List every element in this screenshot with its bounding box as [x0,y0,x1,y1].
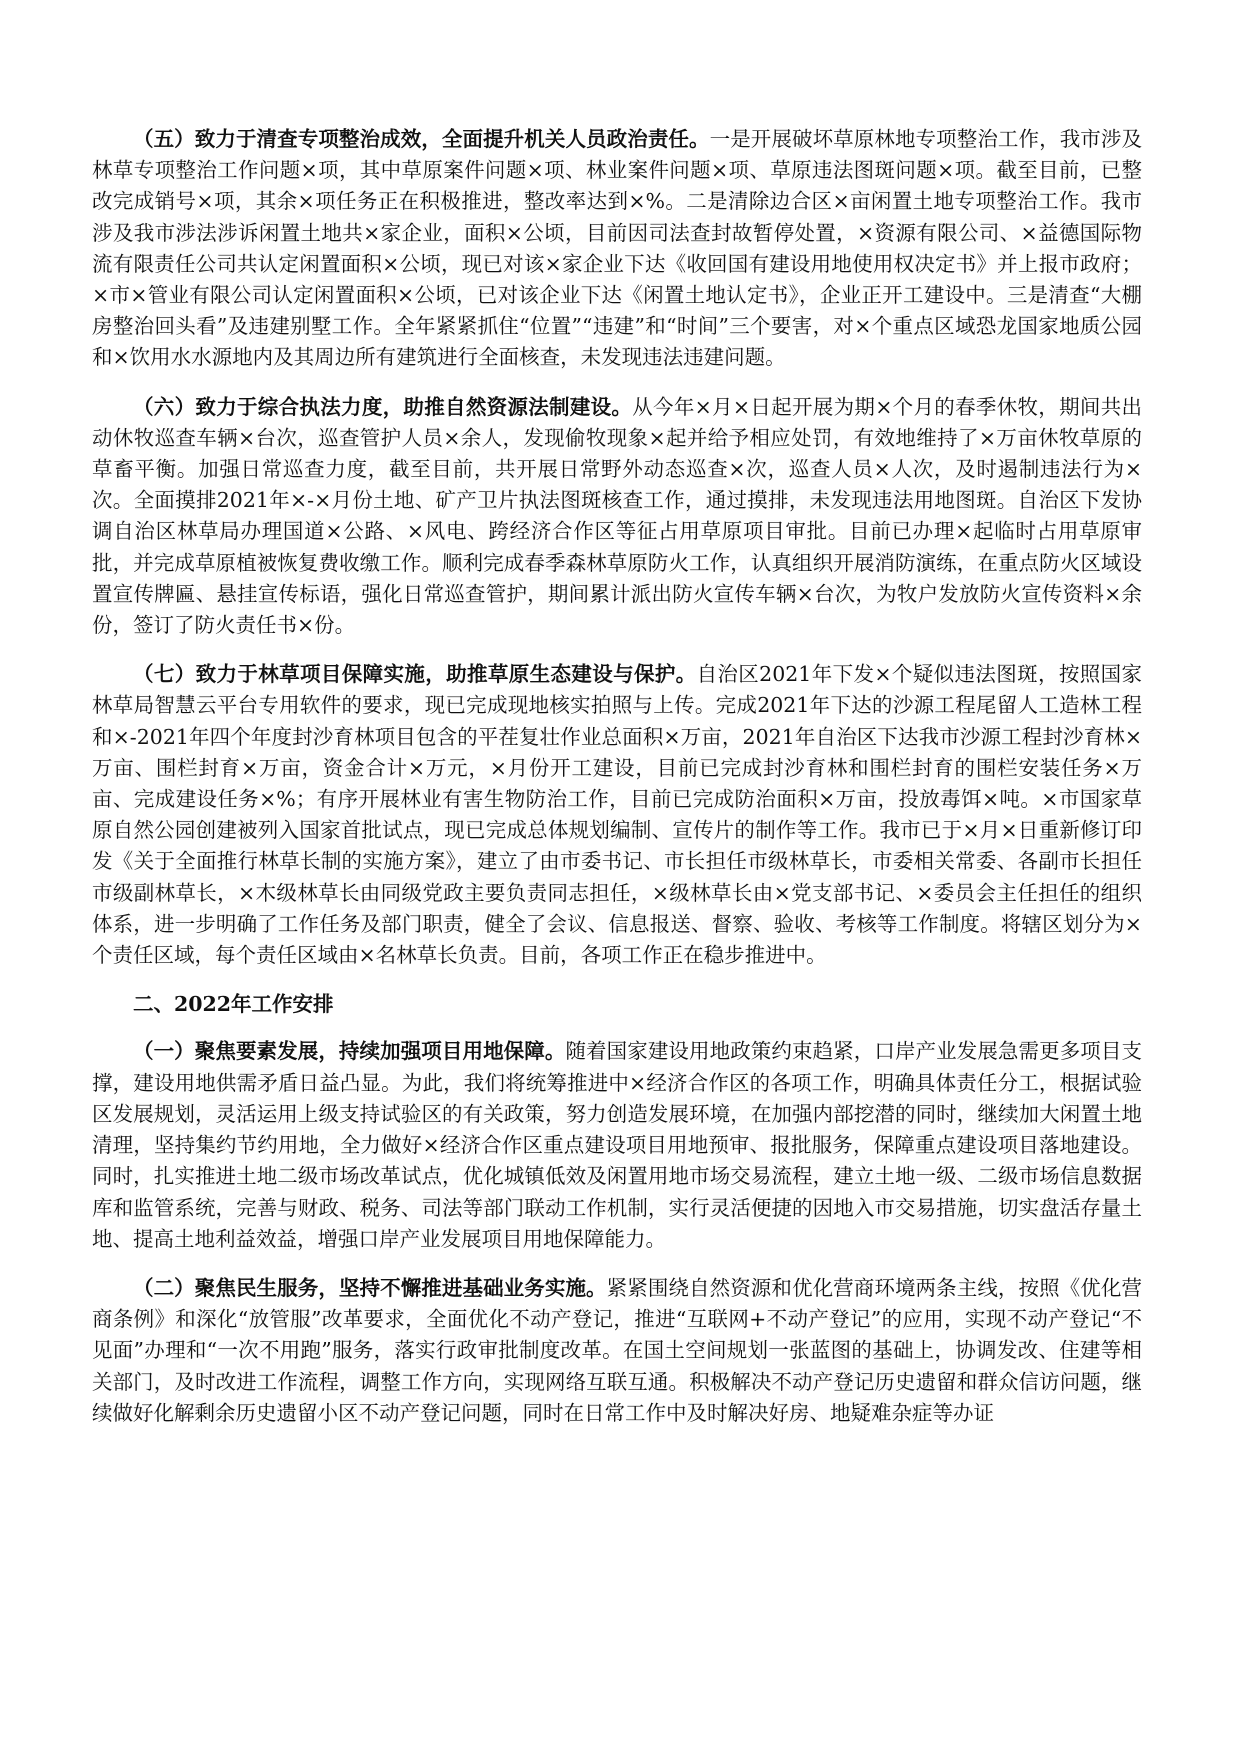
document-page [92,124,1142,1447]
paragraph-5 [92,124,1142,374]
paragraph-heading: （六）致力于综合执法力度，助推自然资源法制建设。 [133,394,633,419]
paragraph-plan-2 [92,1273,1142,1429]
paragraph-6 [92,392,1142,642]
paragraph-heading: （二）聚焦民生服务，坚持不懈推进基础业务实施。 [133,1275,607,1300]
paragraph-7 [92,659,1142,971]
paragraph-plan-1 [92,1036,1142,1254]
paragraph-body: 一是开展破坏草原林地专项整治工作，我市涉及林草专项整治工作问题×项，其中草原案件问题×项、林业案件问题×项、草原违法图斑问题×项。截至目前，已整改完成销号×项，其余×项任务正在积极推进，整改率达到×%。二是清除边合区×亩闲置土地专项整治工作。我市涉及我市涉法涉诉闲置土地共×家企业，面积×公顷，目前因司法查封故暂停处置，×资源有限公司、×益德国际物流有限责任公司共认定闲置面积×公顷，现已对该×家企业下达《收回国有建设用地使用权决定书》并上报市政府；×市×管业有限公司认定闲置面积×公顷，已对该企业下达《闲置土地认定书》，企业正开工建设中。三是清查“大棚房整治回头看”及违建别墅工作。全年紧紧抓住“位置”“违建”和“时间”三个要害，对×个重点区域恐龙国家地质公园和×饮用水水源地内及其周边所有建筑进行全面核查，未发现违法违建问题。 [92,127,1142,370]
paragraph-heading: （五）致力于清查专项整治成效，全面提升机关人员政治责任。 [133,127,710,151]
paragraph-body: 随着国家建设用地政策约束趋紧，口岸产业发展急需更多项目支撑，建设用地供需矛盾日益凸显。为此，我们将统筹推进中×经济合作区的各项工作，明确具体责任分工，根据试验区发展规划，灵活运用上级支持试验区的有关政策，努力创造发展环境，在加强内部挖潜的同时，继续加大闲置土地清理，坚持集约节约用地，全力做好×经济合作区重点建设项目用地预审、报批服务，保障重点建设项目落地建设。同时，扎实推进土地二级市场改革试点，优化城镇低效及闲置用地市场交易流程，建立土地一级、二级市场信息数据库和监管系统，完善与财政、税务、司法等部门联动工作机制，实行灵活便捷的因地入市交易措施，切实盘活存量土地、提高土地利益效益，增强口岸产业发展项目用地保障能力。 [92,1039,1142,1251]
paragraph-body: 从今年×月×日起开展为期×个月的春季休牧，期间共出动休牧巡查车辆×台次，巡查管护人员×余人，发现偷牧现象×起并给予相应处罚，有效地维持了×万亩休牧草原的草畜平衡。加强日常巡查力度，截至目前，共开展日常野外动态巡查×次，巡查人员×人次，及时遏制违法行为×次。全面摸排2021年×-×月份土地、矿产卫片执法图斑核查工作，通过摸排，未发现违法用地图斑。自治区下发协调自治区林草局办理国道×公路、×风电、跨经济合作区等征占用草原项目审批。目前已办理×起临时占用草原审批，并完成草原植被恢复费收缴工作。顺利完成春季森林草原防火工作，认真组织开展消防演练，在重点防火区域设置宣传牌匾、悬挂宣传标语，强化日常巡查管护，期间累计派出防火宣传车辆×台次，为牧户发放防火宣传资料×余份，签订了防火责任书×份。 [92,394,1142,638]
paragraph-heading: （一）聚焦要素发展，持续加强项目用地保障。 [133,1039,566,1064]
paragraph-body: 自治区2021年下发×个疑似违法图斑，按照国家林草局智慧云平台专用软件的要求，现已完成现地核实拍照与上传。完成2021年下达的沙源工程尾留人工造林工程和×-2021年四个年度封沙育林项目包含的平茬复壮作业总面积×万亩，2021年自治区下达我市沙源工程封沙育林×万亩、围栏封育×万亩，资金合计×万元，×月份开工建设，目前已完成封沙育林和围栏封育的围栏安装任务×万亩、完成建设任务×%；有序开展林业有害生物防治工作，目前已完成防治面积×万亩，投放毒饵×吨。×市国家草原自然公园创建被列入国家首批试点，现已完成总体规划编制、宣传片的制作等工作。我市已于×月×日重新修订印发《关于全面推行林草长制的实施方案》，建立了由市委书记、市长担任市级林草长，市委相关常委、各副市长担任市级副林草长，×木级林草长由同级党政主要负责同志担任，×级林草长由×党支部书记、×委员会主任担任的组织体系，进一步明确了工作任务及部门职责，健全了会议、信息报送、督察、验收、考核等工作制度。将辖区划分为×个责任区域，每个责任区域由×名林草长负责。目前，各项工作正在稳步推进中。 [92,662,1142,968]
paragraph-heading: （七）致力于林草项目保障实施，助推草原生态建设与保护。 [133,662,697,687]
paragraph-body: 紧紧围绕自然资源和优化营商环境两条主线，按照《优化营商条例》和深化“放管服”改革要求，全面优化不动产登记，推进“互联网+不动产登记”的应用，实现不动产登记“不见面”办理和“一次不用跑”服务，落实行政审批制度改革。在国土空间规划一张蓝图的基础上，协调发改、住建等相关部门，及时改进工作流程，调整工作方向，实现网络互联互通。积极解决不动产登记历史遗留和群众信访问题，继续做好化解剩余历史遗留小区不动产登记问题，同时在日常工作中及时解决好房、地疑难杂症等办证 [92,1275,1142,1425]
section-title: 二、2022年工作安排 [133,992,334,1017]
